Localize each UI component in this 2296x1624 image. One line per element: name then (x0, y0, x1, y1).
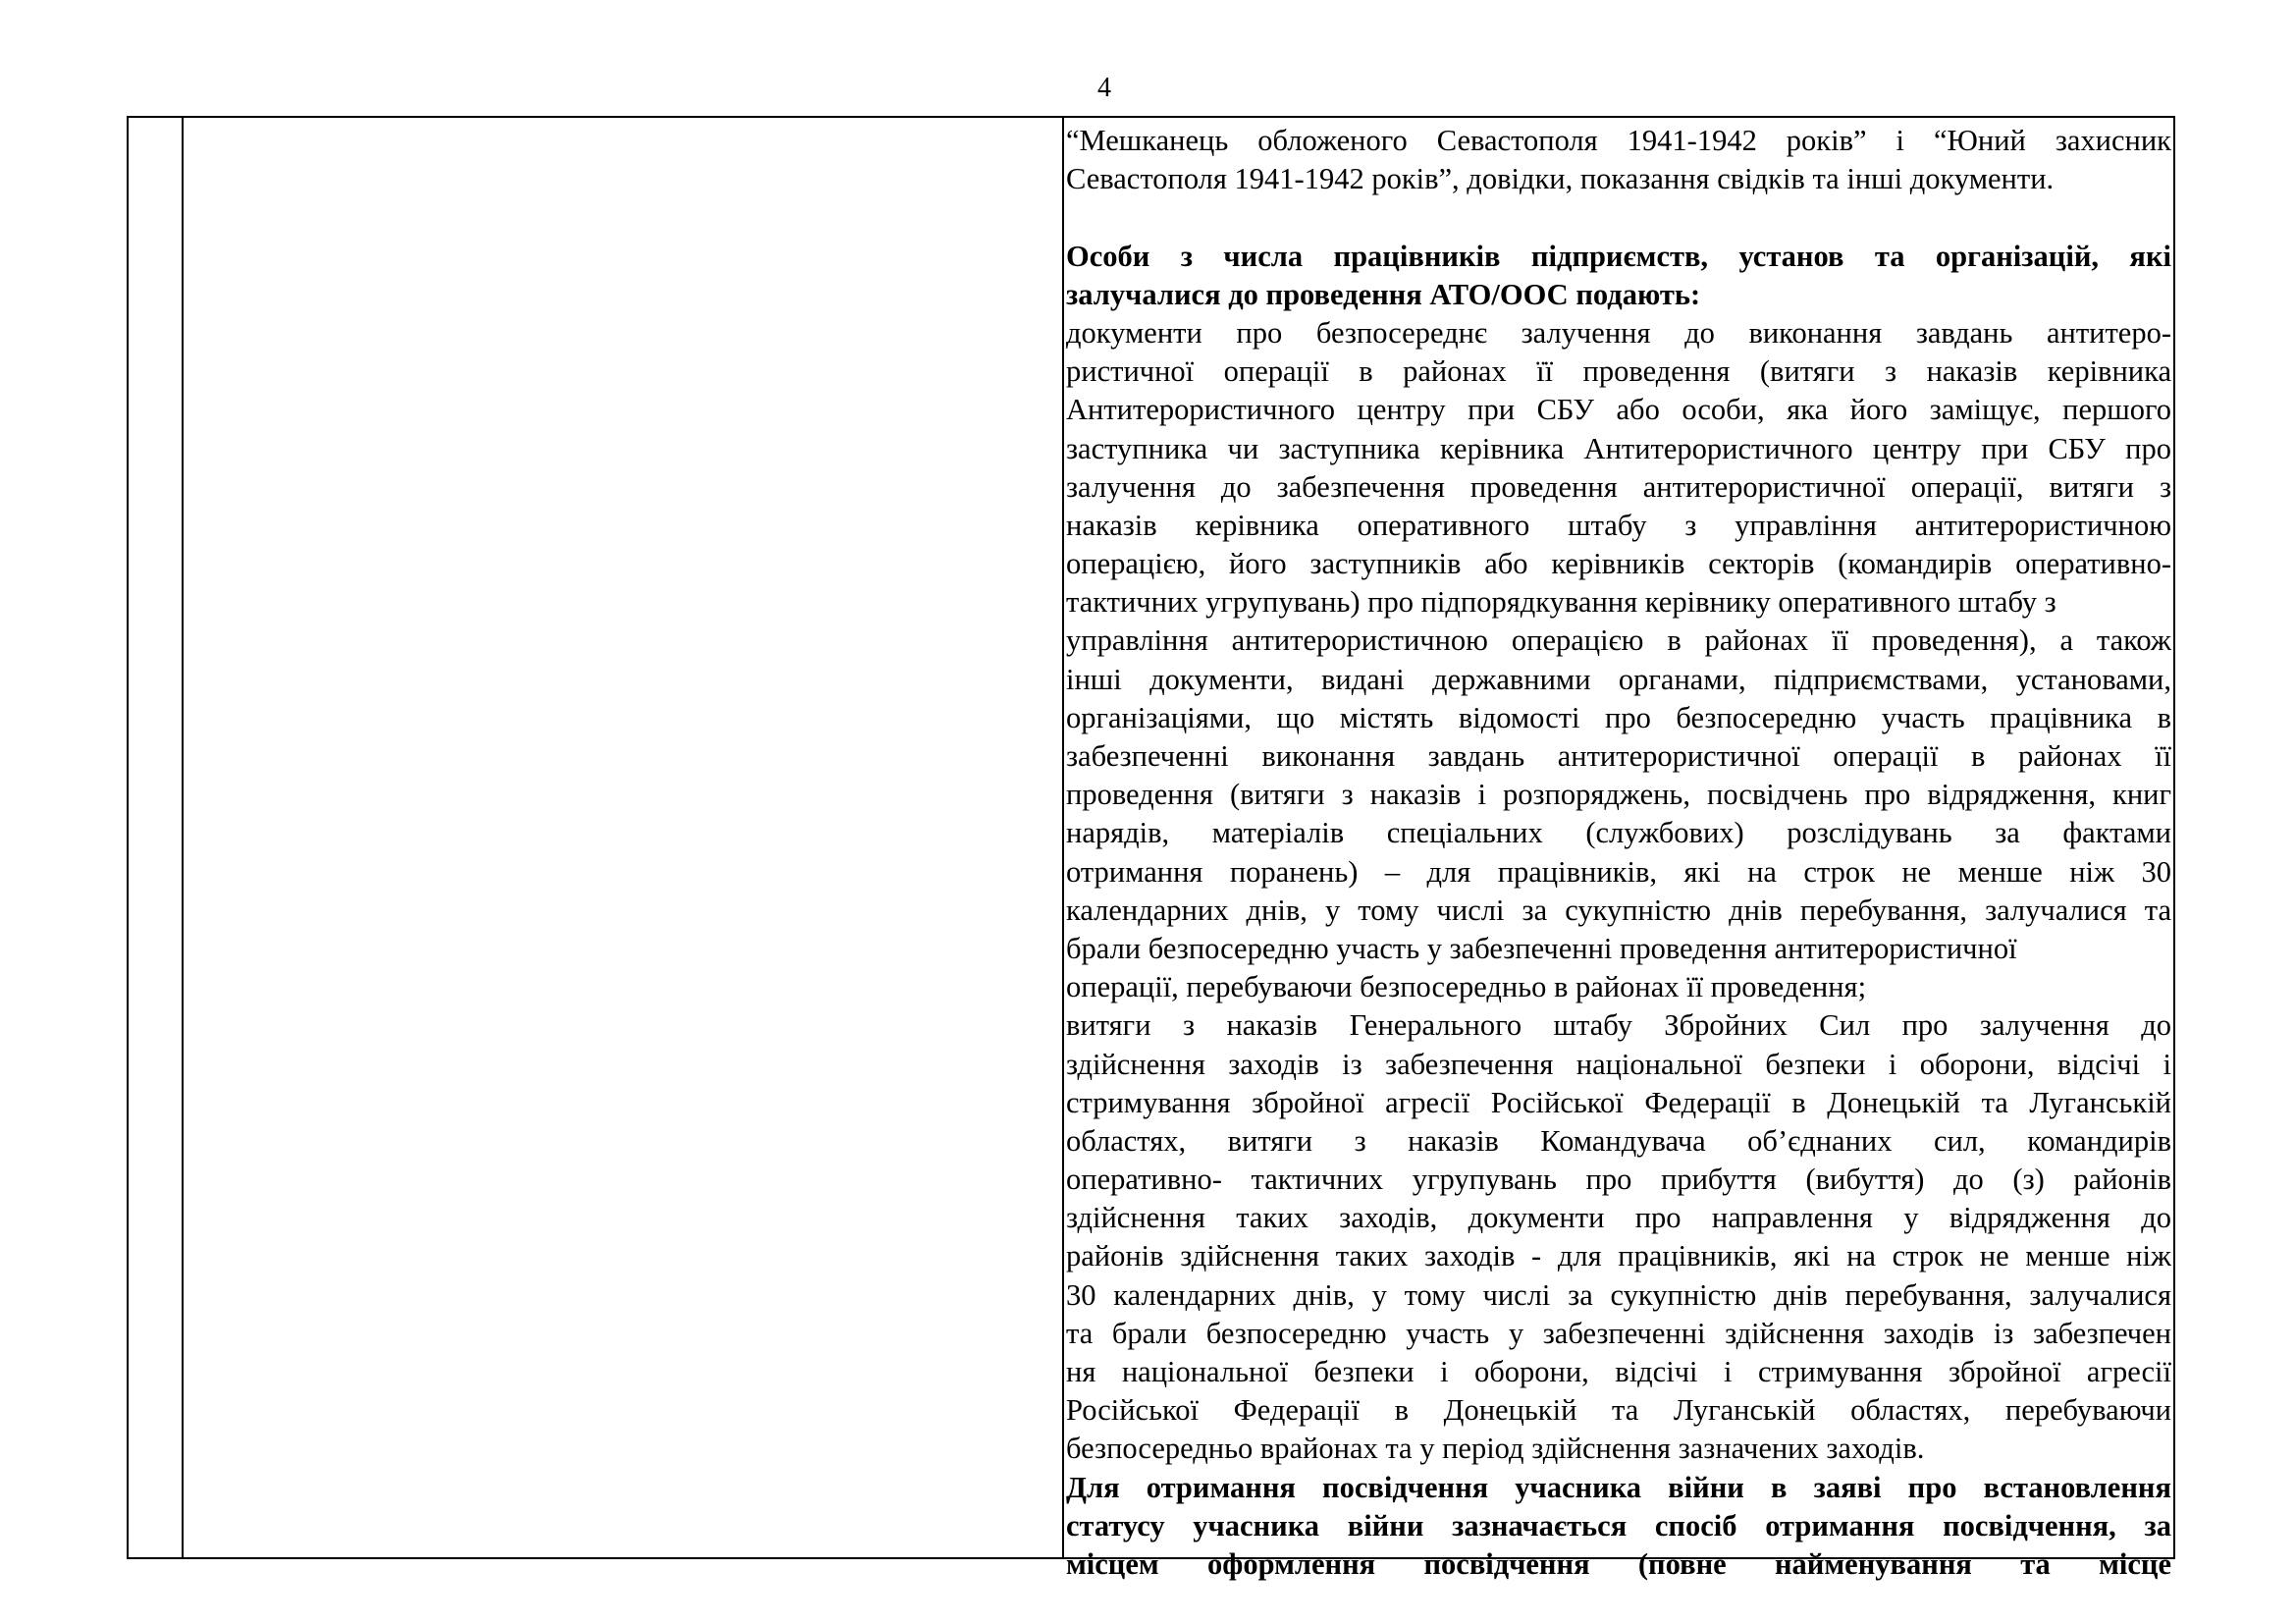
paragraph-spacer (1066, 198, 2171, 237)
heading-line: місцем оформлення посвідчення (повне найменування та місце (1066, 1546, 2171, 1581)
text-line: ристичної операції в районах її проведення (витяги з наказів керівника (1066, 354, 2171, 389)
text-line: проведення (витяги з наказів і розпоряджень, посвідчень про відрядження, книг (1066, 778, 2171, 812)
heading-line: залучалися до проведення АТО/ООС подають: (1066, 277, 1701, 311)
text-line: документи про безпосереднє залучення до виконання завдань антитеро- (1066, 315, 2171, 350)
text-line: стримування збройної агресії Російської Федерації в Донецькій та Луганській (1066, 1085, 2171, 1119)
heading-line: Для отримання посвідчення учасника війни в заяві про встановлення (1066, 1470, 2171, 1504)
text-line: та брали безпосередню участь у забезпеченні здійснення заходів із забезпечен (1066, 1316, 2171, 1350)
table-column-content (184, 118, 1064, 1557)
text-line: отримання поранень) – для працівників, які на строк не менше ніж 30 (1066, 854, 2171, 889)
table-column-number (129, 118, 184, 1557)
text-line: 30 календарних днів, у тому числі за сукупністю днів перебування, залучалися (1066, 1277, 2171, 1312)
text-line: Антитерористичного центру при СБУ або особи, яка його заміщує, першого (1066, 393, 2171, 427)
text-line: Російської Федерації в Донецькій та Луганській областях, перебуваючи (1066, 1393, 2171, 1428)
text-line: календарних днів, у тому числі за сукупністю днів перебування, залучалися та (1066, 893, 2171, 927)
text-line: наказів керівника оперативного штабу з управління антитерористичною (1066, 508, 2171, 542)
document-table (127, 116, 2175, 1581)
text-line: брали безпосередню участь у забезпеченні проведення антитерористичної (1066, 931, 2017, 965)
text-line: забезпеченні виконання завдань антитерористичної операції в районах її (1066, 739, 2171, 773)
table-column-documents (1064, 118, 2173, 1581)
text-line: операцією, його заступників або керівників секторів (командирів оперативно- (1066, 547, 2171, 581)
text-line: районів здійснення таких заходів - для працівників, які на строк не менше ніж (1066, 1239, 2171, 1273)
text-line: нарядів, матеріалів спеціальних (службових) розслідувань за фактами (1066, 816, 2171, 850)
heading-line: Особи з числа працівників підприємств, установ та організацій, які (1066, 239, 2171, 273)
text-line: операції, перебуваючи безпосередньо в районах її проведення; (1066, 970, 1867, 1004)
text-line: “Мешканець обложеного Севастополя 1941-1942 років” і “Юний захисник (1066, 124, 2171, 157)
text-line: Севастополя 1941-1942 років”, довідки, показання свідків та інші документи. (1066, 162, 2055, 196)
heading-ato-workers (1066, 238, 2171, 314)
paragraph-oos-documents (1066, 1006, 2171, 1468)
text-line: безпосередньо врайонах та у період здійснення зазначених заходів. (1066, 1432, 1925, 1466)
text-line: інші документи, видані державними органами, підприємствами, установами, (1066, 662, 2171, 696)
text-line: здійснення таких заходів, документи про направлення у відрядження до (1066, 1201, 2171, 1235)
text-line: оперативно- тактичних угрупувань про прибуття (вибуття) до (з) районів (1066, 1163, 2171, 1197)
text-line: ня національної безпеки і оборони, відсічі і стримування збройної агресії (1066, 1355, 2171, 1388)
text-line: організаціями, що містять відомості про безпосередню участь працівника в (1066, 700, 2171, 734)
paragraph-sevastopol-documents (1066, 122, 2171, 198)
text-line: витяги з наказів Генерального штабу Збройних Сил про залучення до (1066, 1008, 2171, 1043)
page-number: 4 (1097, 73, 1111, 103)
text-line: областях, витяги з наказів Командувача об’єднаних сил, командирів (1066, 1123, 2171, 1158)
heading-line: статусу учасника війни зазначається спосіб отримання посвідчення, за (1066, 1508, 2171, 1543)
text-line: заступника чи заступника керівника Антитерористичного центру при СБУ про (1066, 431, 2171, 465)
text-line: залучення до забезпечення проведення антитерористичної операції, витяги з (1066, 469, 2171, 504)
heading-war-participant-certificate (1066, 1469, 2171, 1585)
paragraph-ato-documents (1066, 314, 2171, 1006)
text-line: управління антитерористичною операцією в районах її проведення), а також (1066, 623, 2171, 658)
text-line: тактичних угрупувань) про підпорядкування керівнику оперативного штабу з (1066, 585, 2056, 620)
text-line: здійснення заходів із забезпечення національної безпеки і оборони, відсічі і (1066, 1047, 2171, 1081)
